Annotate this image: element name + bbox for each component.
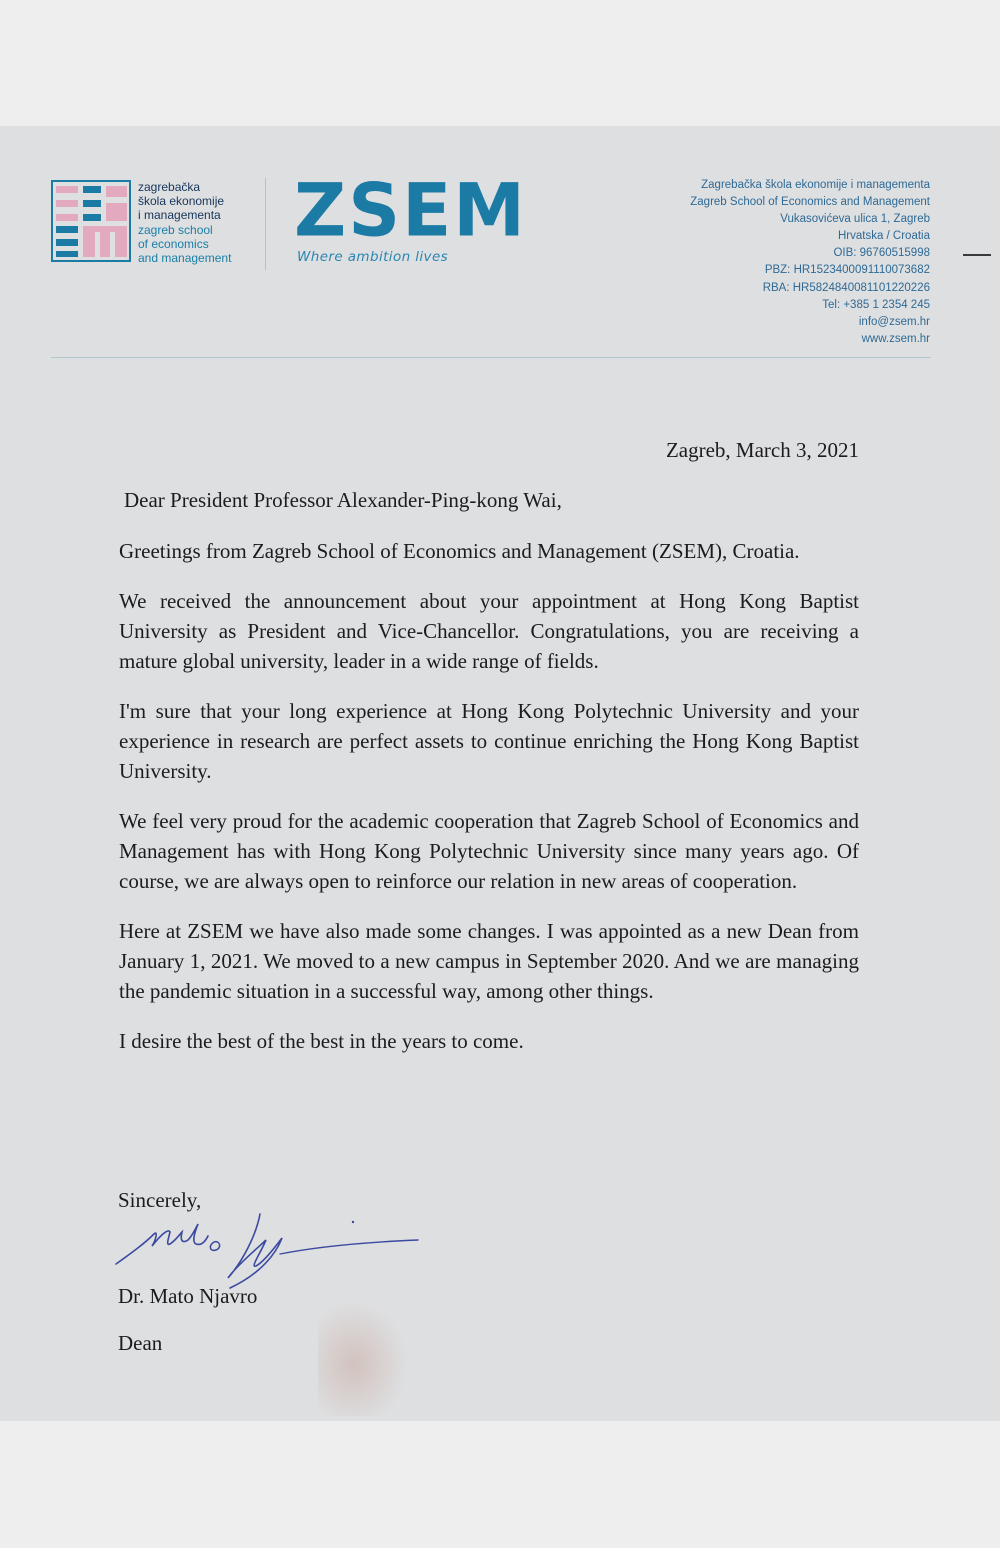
logo-line: škola ekonomije bbox=[138, 194, 225, 209]
page-edge-mark bbox=[963, 254, 991, 256]
contact-line: Hrvatska / Croatia bbox=[837, 230, 930, 243]
logo-line: i managementa bbox=[138, 208, 221, 223]
handwritten-signature bbox=[110, 1206, 430, 1291]
contact-website: www.zsem.hr bbox=[861, 332, 930, 345]
letter-paragraph: We feel very proud for the academic cooperation that Zagreb School of Economics and Management has with Hong Kong Polytechnic University since many years ago. Of course, we are always open to reinforce our relation in new areas of cooperation. bbox=[119, 808, 859, 894]
letter-paragraph: Greetings from Zagreb School of Economics and Management (ZSEM), Croatia. bbox=[119, 539, 800, 563]
letter-salutation: Dear President Professor Alexander-Ping-kong Wai, bbox=[124, 488, 562, 512]
letter-closing: Sincerely, bbox=[118, 1188, 202, 1212]
letter-page bbox=[0, 126, 1000, 1421]
contact-line: Tel: +385 1 2354 245 bbox=[822, 298, 930, 311]
logo-divider bbox=[265, 178, 266, 270]
contact-block bbox=[690, 177, 930, 348]
logo-line: zagrebačka bbox=[138, 180, 201, 194]
letter-body bbox=[119, 536, 859, 1076]
contact-line: Zagrebačka škola ekonomije i managementa bbox=[701, 179, 930, 191]
contact-email: info@zsem.hr bbox=[858, 315, 930, 328]
brand-name: ZSEM bbox=[294, 167, 527, 253]
letter-paragraph: We received the announcement about your appointment at Hong Kong Baptist University as President and Vice-Chancellor. Congratulations, you are receiving a mature global university, leader in a wide range of fields. bbox=[119, 588, 859, 674]
logo-line: of economics bbox=[138, 236, 209, 251]
header-divider bbox=[51, 357, 931, 358]
logo-line: and management bbox=[138, 251, 232, 266]
letter-paragraph: Here at ZSEM we have also made some changes. I was appointed as a new Dean from January 1, 2021. We moved to a new campus in September 2020. And we are managing the pandemic situation in a successful way, among other things. bbox=[119, 919, 859, 1004]
letter-date: Zagreb, March 3, 2021 bbox=[665, 438, 859, 462]
paper-smudge bbox=[318, 1301, 408, 1416]
letter-paragraph: I'm sure that your long experience at Hong Kong Polytechnic University and your experience in research are perfect assets to continue enriching the Hong Kong Baptist University. bbox=[119, 698, 859, 784]
zsem-logo-icon bbox=[51, 180, 131, 262]
contact-line: Vukasovićeva ulica 1, Zagreb bbox=[780, 213, 930, 226]
signer-role: Dean bbox=[118, 1331, 163, 1355]
signer-name: Dr. Mato Njavro bbox=[118, 1284, 258, 1308]
logo-wordmark bbox=[138, 180, 231, 265]
logo-line: zagreb school bbox=[138, 222, 213, 237]
contact-line: OIB: 96760515998 bbox=[833, 247, 930, 260]
contact-line: Zagreb School of Economics and Management bbox=[690, 196, 930, 209]
contact-line: PBZ: HR1523400091110073682 bbox=[764, 264, 930, 277]
contact-line: RBA: HR5824840081101220226 bbox=[762, 281, 930, 294]
letter-paragraph: I desire the best of the best in the years to come. bbox=[119, 1029, 524, 1054]
brand-tagline: Where ambition lives bbox=[297, 249, 449, 265]
